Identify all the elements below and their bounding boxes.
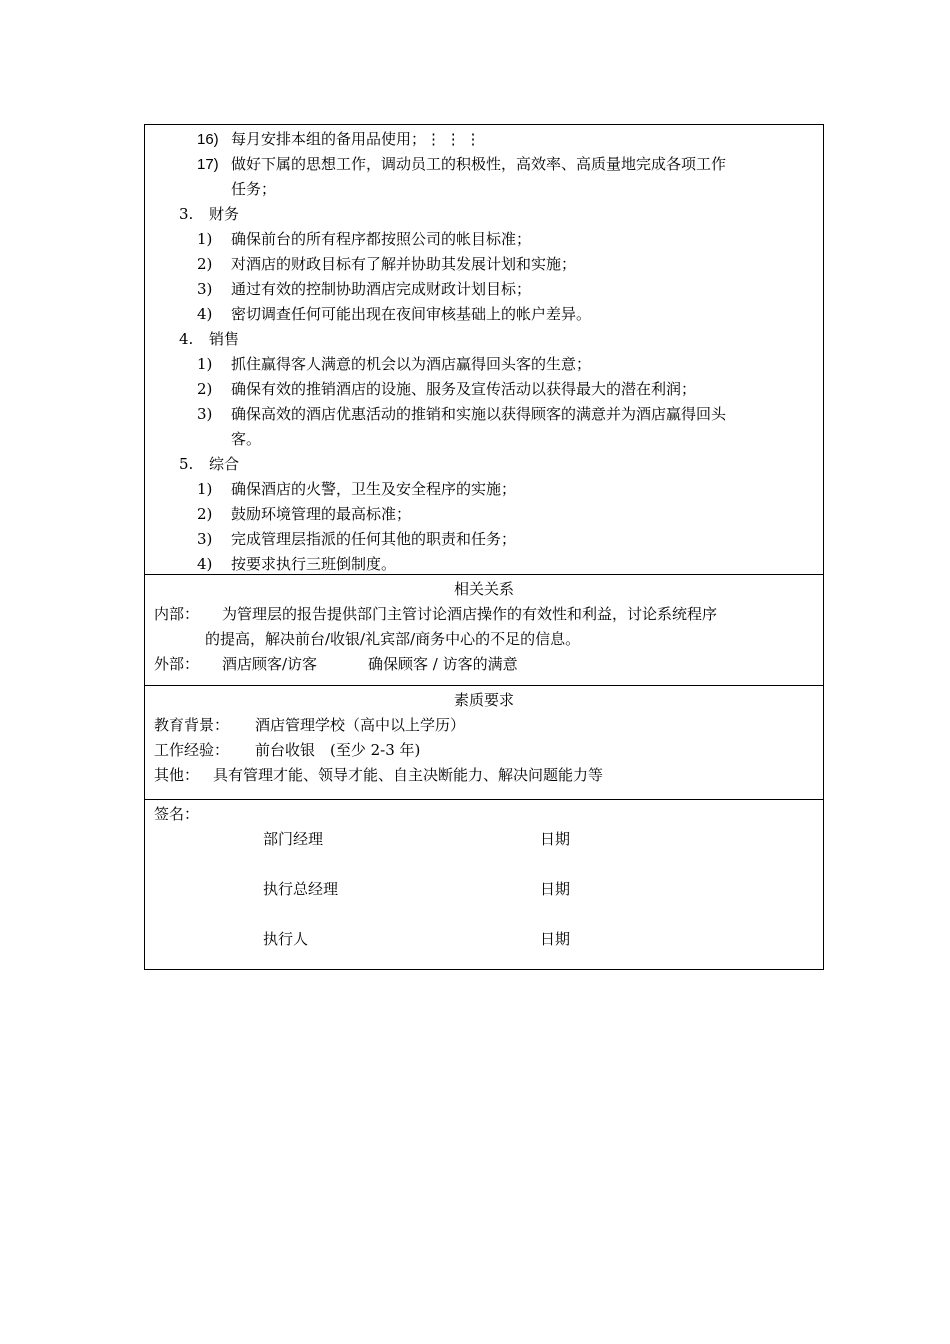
signature-row xyxy=(145,927,823,952)
item-text: 对酒店的财政目标有了解并协助其发展计划和实施； xyxy=(231,255,577,273)
general-item xyxy=(145,502,823,527)
item-number: 2) xyxy=(197,255,213,273)
signature-section xyxy=(145,799,823,969)
item-text: 通过有效的控制协助酒店完成财政计划目标； xyxy=(231,280,532,298)
quality-title: 素质要求 xyxy=(453,691,514,709)
finance-item xyxy=(145,302,823,327)
item-text: 确保前台的所有程序都按照公司的帐目标准； xyxy=(231,230,532,248)
item-number: 1) xyxy=(197,480,213,498)
finance-item xyxy=(145,252,823,277)
signature-row xyxy=(145,827,823,852)
signature-label: 签名： xyxy=(154,805,200,823)
finance-item xyxy=(145,277,823,302)
item-number: 4) xyxy=(197,555,213,573)
item-number: 2) xyxy=(197,505,213,523)
other-value: 具有管理才能、领导才能、自主决断能力、解决问题能力等 xyxy=(213,766,604,784)
duty-item-17 xyxy=(145,152,823,177)
experience-value: 前台收银 (至少 2-3 年) xyxy=(255,741,421,759)
item-number: 1) xyxy=(197,355,213,373)
relations-title: 相关关系 xyxy=(453,580,514,598)
job-description-table xyxy=(144,124,824,970)
other-row xyxy=(145,763,823,788)
signature-date: 日期 xyxy=(540,880,571,898)
duties-section xyxy=(145,125,823,574)
sales-item xyxy=(145,352,823,377)
finance-item xyxy=(145,227,823,252)
signature-role: 执行人 xyxy=(263,930,309,948)
external-who: 酒店顾客/访客 xyxy=(222,655,318,673)
item-number: 2) xyxy=(197,380,213,398)
item-text: 确保有效的推销酒店的设施、服务及宣传活动以获得最大的潜在利润； xyxy=(231,380,697,398)
general-heading xyxy=(145,452,823,477)
signature-role: 部门经理 xyxy=(263,830,324,848)
experience-label: 工作经验： xyxy=(154,741,230,759)
item-text: 完成管理层指派的任何其他的职责和任务； xyxy=(231,530,517,548)
sales-item xyxy=(145,402,823,427)
internal-relation xyxy=(145,602,823,627)
item-number: 3) xyxy=(197,530,213,548)
section-title: 财务 xyxy=(209,205,240,223)
signature-date: 日期 xyxy=(540,930,571,948)
education-label: 教育背景： xyxy=(154,716,230,734)
item-text: 确保酒店的火警，卫生及安全程序的实施； xyxy=(231,480,517,498)
internal-relation-continued xyxy=(145,627,823,652)
item-number: 3) xyxy=(197,405,213,423)
internal-text-continued: 的提高，解决前台/收银/礼宾部/商务中心的不足的信息。 xyxy=(205,630,581,648)
duty-item-16 xyxy=(145,127,823,152)
item-text: 抓住赢得客人满意的机会以为酒店赢得回头客的生意； xyxy=(231,355,592,373)
signature-role: 执行总经理 xyxy=(263,880,339,898)
education-row xyxy=(145,713,823,738)
item-text: 每月安排本组的备用品使用；⋮ ⋮ ⋮ xyxy=(231,130,481,148)
signature-label-row xyxy=(145,802,823,827)
experience-row xyxy=(145,738,823,763)
other-label: 其他： xyxy=(154,766,200,784)
duty-item-17-continued xyxy=(145,177,823,202)
sales-item xyxy=(145,377,823,402)
sales-item-continued xyxy=(145,427,823,452)
quality-section xyxy=(145,685,823,799)
relations-section xyxy=(145,574,823,685)
item-text-continued: 客。 xyxy=(231,430,262,448)
item-text-continued: 任务； xyxy=(231,180,277,198)
signature-row xyxy=(145,877,823,902)
item-number: 4) xyxy=(197,305,213,323)
item-text: 鼓励环境管理的最高标准； xyxy=(231,505,412,523)
internal-label: 内部： xyxy=(154,605,200,623)
general-item xyxy=(145,477,823,502)
education-value: 酒店管理学校（高中以上学历） xyxy=(255,716,466,734)
external-relation xyxy=(145,652,823,677)
item-number: 1) xyxy=(197,230,213,248)
item-text: 按要求执行三班倒制度。 xyxy=(231,555,397,573)
internal-text: 为管理层的报告提供部门主管讨论酒店操作的有效性和利益，讨论系统程序 xyxy=(222,605,718,623)
section-number: 4. xyxy=(179,330,194,348)
item-text: 做好下属的思想工作，调动员工的积极性，高效率、高质量地完成各项工作 xyxy=(231,155,727,173)
finance-heading xyxy=(145,202,823,227)
item-number: 16) xyxy=(197,131,219,148)
section-number: 3. xyxy=(179,205,194,223)
item-number: 3) xyxy=(197,280,213,298)
section-number: 5. xyxy=(179,455,194,473)
item-text: 确保高效的酒店优惠活动的推销和实施以获得顾客的满意并为酒店赢得回头 xyxy=(231,405,727,423)
general-item xyxy=(145,552,823,577)
section-title: 综合 xyxy=(209,455,240,473)
external-what: 确保顾客 / 访客的满意 xyxy=(368,655,518,673)
general-item xyxy=(145,527,823,552)
sales-heading xyxy=(145,327,823,352)
item-number: 17) xyxy=(197,156,219,173)
signature-date: 日期 xyxy=(540,830,571,848)
item-text: 密切调查任何可能出现在夜间审核基础上的帐户差异。 xyxy=(231,305,592,323)
external-label: 外部： xyxy=(154,655,200,673)
section-title: 销售 xyxy=(209,330,240,348)
